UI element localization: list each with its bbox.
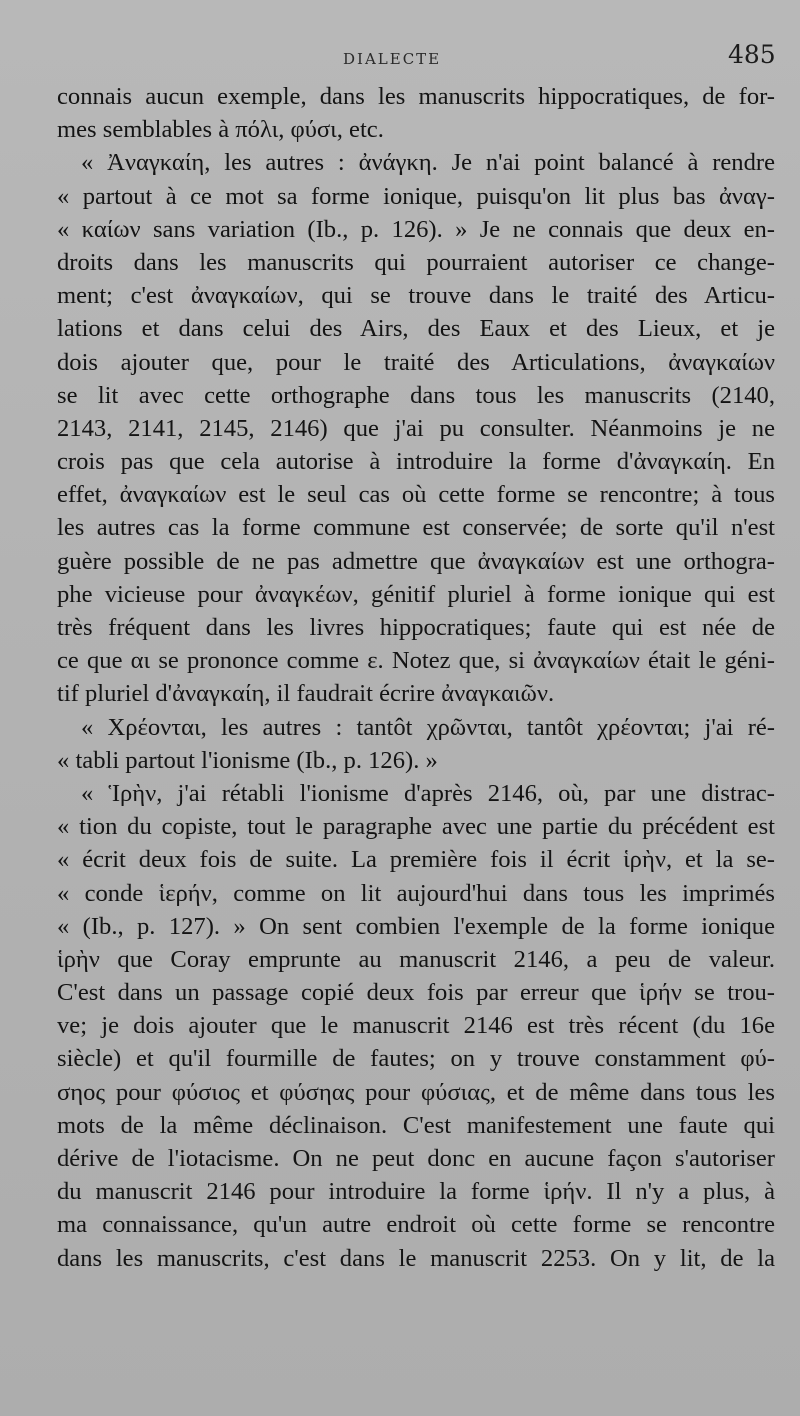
text-line: 2143, 2141, 2145, 2146) que j'ai pu consulter. Néanmoins je ne (57, 414, 775, 442)
text-line: ma connaissance, qu'un autre endroit où cette forme se rencontre (57, 1211, 775, 1239)
text-line: « Χρέονται, les autres : tantôt χρῶνται, tantôt χρέονται; j'ai ré- (81, 713, 775, 741)
text-line: siècle) et qu'il fourmille de fautes; on y trouve constamment φύ- (57, 1045, 775, 1073)
text-line: du manuscrit 2146 pour introduire la forme ἱρήν. Il n'y a plus, à (57, 1178, 775, 1206)
text-line: « Ἀναγκαίη, les autres : ἀνάγκη. Je n'ai point balancé à rendre (81, 149, 775, 177)
text-line: connais aucun exemple, dans les manuscrits hippocratiques, de for- (57, 83, 775, 110)
text-line: se lit avec cette orthographe dans tous les manuscrits (2140, (57, 381, 775, 409)
text-line: dérive de l'iotacisme. On ne peut donc en aucune façon s'autoriser (57, 1145, 775, 1172)
text-line: lations et dans celui des Airs, des Eaux et des Lieux, et je (57, 315, 775, 343)
text-line: phe vicieuse pour ἀναγκέων, génitif pluriel à forme ionique qui est (57, 580, 775, 608)
running-head (0, 40, 800, 80)
text-line: ce que αι se prononce comme ε. Notez que, si ἀναγκαίων était le géni- (57, 647, 775, 675)
text-line: mots de la même déclinaison. C'est manifestement une faute qui (57, 1111, 775, 1139)
text-line: « tion du copiste, tout le paragraphe avec une partie du précédent est (57, 813, 775, 841)
text-line: σηος pour φύσιος et φύσηας pour φύσιας, et de même dans tous les (57, 1078, 775, 1106)
text-line: crois pas que cela autorise à introduire la forme d'ἀναγκαίη. En (57, 448, 775, 476)
text-line: dans les manuscrits, c'est dans le manuscrit 2253. On y lit, de la (57, 1244, 775, 1272)
text-line: mes semblables à πόλι, φύσι, etc. (57, 116, 384, 144)
text-line: « Ἱρὴν, j'ai rétabli l'ionisme d'après 2146, où, par une distrac- (81, 779, 775, 807)
text-line: « conde ἱερήν, comme on lit aujourd'hui dans tous les imprimés (57, 879, 775, 907)
text-line: ve; je dois ajouter que le manuscrit 2146 est très récent (du 16e (57, 1012, 775, 1040)
text-line: C'est dans un passage copié deux fois par erreur que ἱρήν se trou- (57, 979, 775, 1007)
running-head-title: DIALECTE (343, 50, 442, 68)
text-line: « écrit deux fois de suite. La première fois il écrit ἱρὴν, et la se- (57, 846, 775, 874)
text-line: guère possible de ne pas admettre que ἀναγκαίων est une orthogra- (57, 547, 775, 575)
text-line: « tabli partout l'ionisme (Ib., p. 126). » (57, 746, 438, 774)
text-body (57, 80, 775, 1275)
text-line: dois ajouter que, pour le traité des Articulations, ἀναγκαίων (57, 348, 775, 376)
text-line: très fréquent dans les livres hippocratiques; faute qui est née de (57, 614, 775, 641)
text-line: tif pluriel d'ἀναγκαίη, il faudrait écrire ἀναγκαιῶν. (57, 680, 555, 708)
text-line: ἱρὴν que Coray emprunte au manuscrit 2146, a peu de valeur. (57, 945, 775, 973)
text-line: « partout à ce mot sa forme ionique, puisqu'on lit plus bas ἀναγ- (57, 182, 775, 210)
page-number: 485 (728, 40, 776, 69)
text-line: « καίων sans variation (Ib., p. 126). » Je ne connais que deux en- (57, 215, 775, 243)
text-line: ment; c'est ἀναγκαίων, qui se trouve dans le traité des Articu- (57, 282, 775, 310)
text-line: « (Ib., p. 127). » On sent combien l'exemple de la forme ionique (57, 912, 775, 940)
text-line: droits dans les manuscrits qui pourraient autoriser ce change- (57, 248, 775, 276)
text-line: effet, ἀναγκαίων est le seul cas où cette forme se rencontre; à tous (57, 481, 775, 509)
text-line: les autres cas la forme commune est conservée; de sorte qu'il n'est (57, 514, 775, 542)
